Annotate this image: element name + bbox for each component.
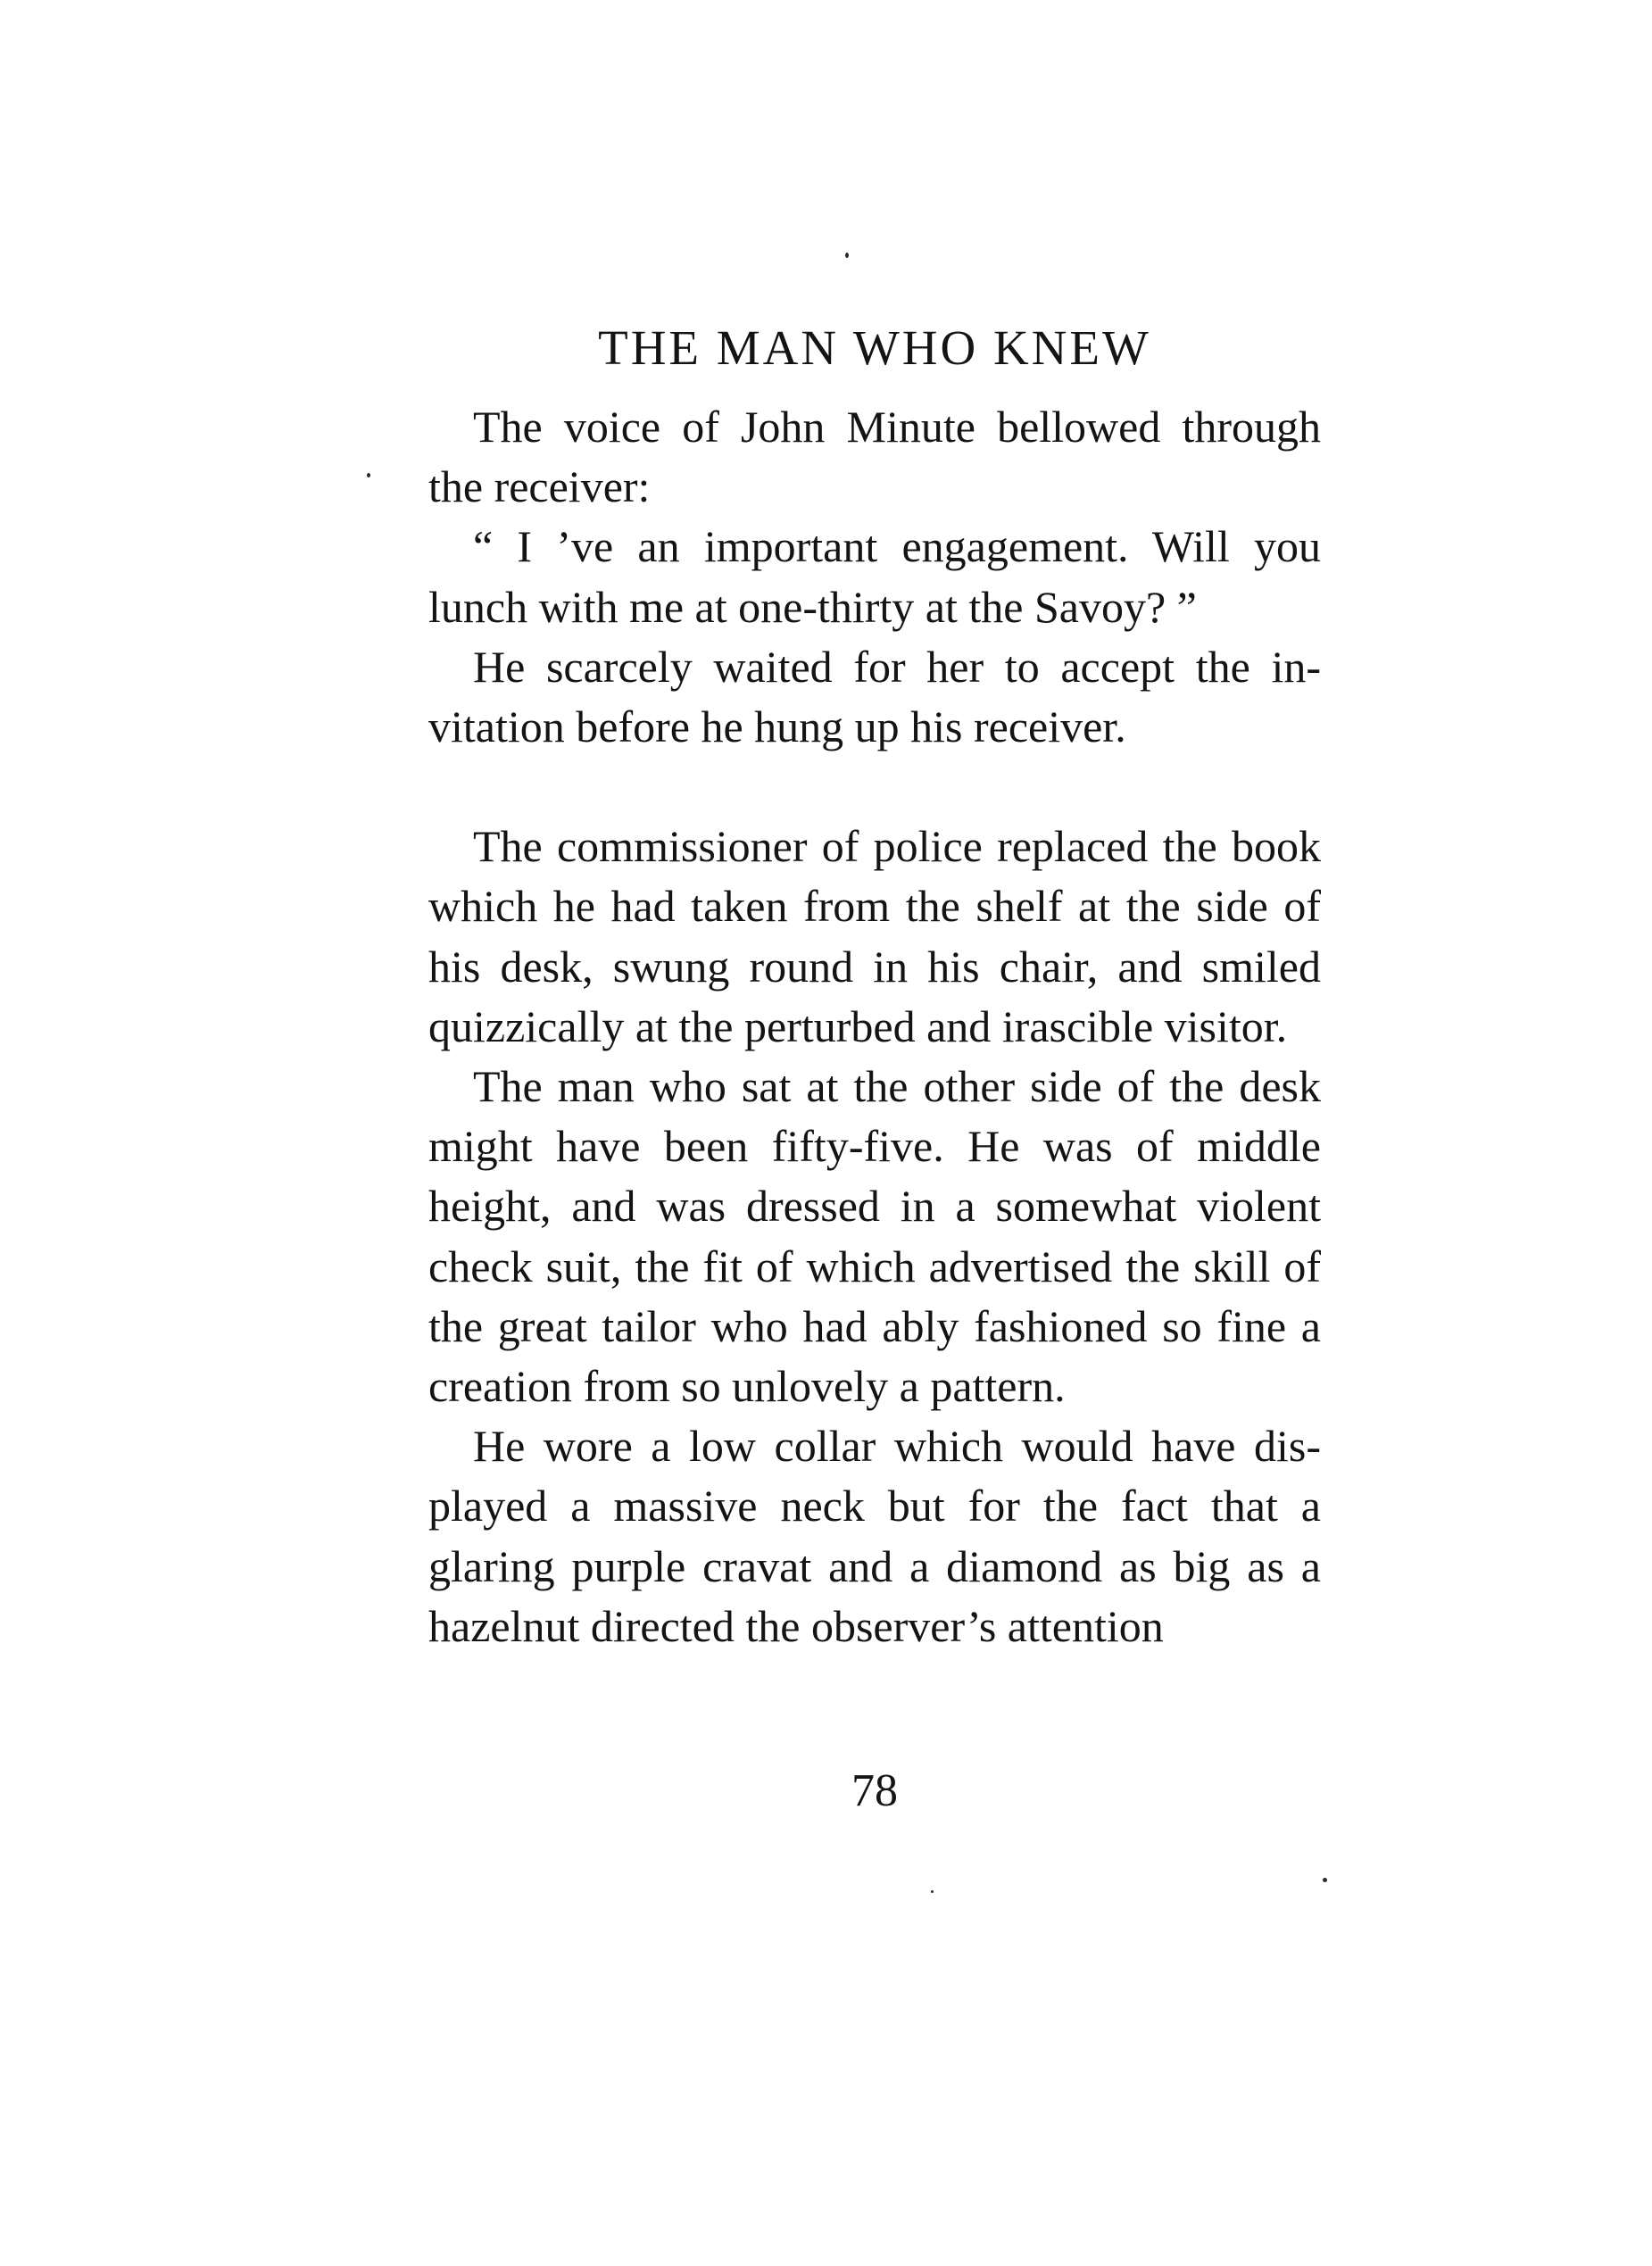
paragraph: “ I ’ve an important engagement. Will you lunch with me at one-thirty at the Savoy? ” (428, 521, 1321, 632)
scan-speck (845, 253, 849, 258)
body-text (428, 397, 1321, 1656)
paragraph: He scarcely waited for her to accept the invitation before he hung up his receiver. (428, 641, 1321, 752)
paragraph: The man who sat at the other side of the desk might have been fifty-five. He was of middle height, and was dressed in a somewhat violent check suit, the fit of which advertised the skill of the great tailor who had ably fashioned so fine a creation from so unlovely a pattern. (428, 1061, 1321, 1412)
paragraph: He wore a low collar which would have displayed a massive neck but for the fact that a glaring purple cravat and a diamond as big as a hazelnut directed the observer’s attention (428, 1421, 1321, 1651)
scan-speck (931, 1890, 934, 1893)
paragraph: The voice of John Minute bellowed through the receiver: (428, 402, 1321, 512)
page-number: 78 (851, 1765, 898, 1816)
running-head: THE MAN WHO KNEW (598, 320, 1151, 375)
scan-speck (1323, 1878, 1327, 1882)
paragraph: The commissioner of police replaced the book which he had taken from the shelf at the side of his desk, swung round in his chair, and smiled quizzically at the perturbed and irascible visitor. (428, 821, 1321, 1051)
scan-speck (367, 473, 370, 477)
